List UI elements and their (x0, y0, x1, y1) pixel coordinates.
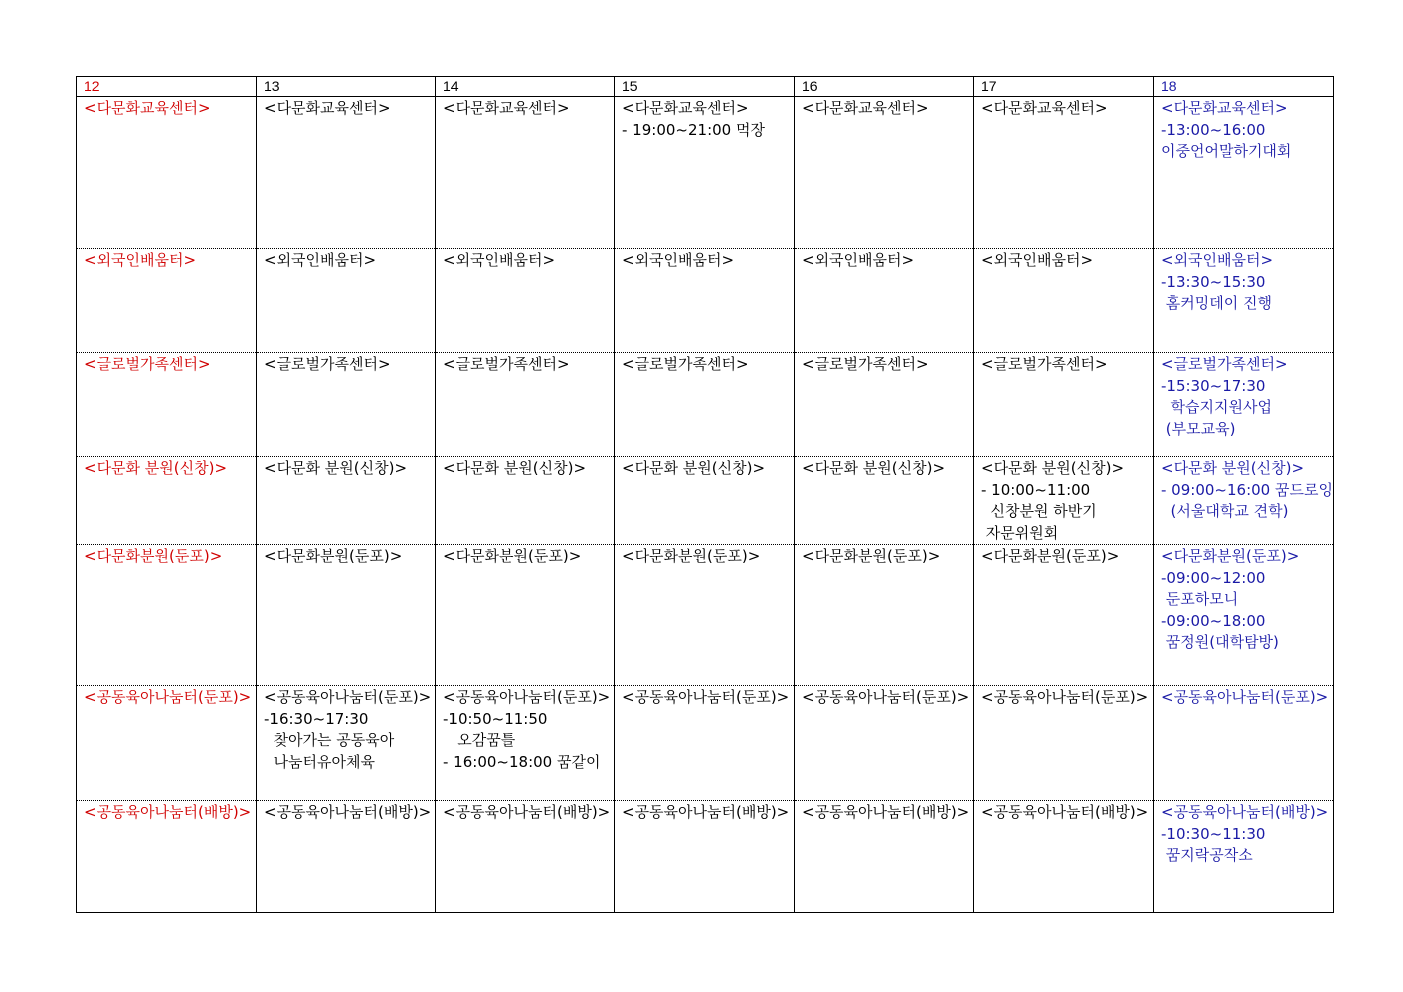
event-row (77, 545, 1334, 686)
event-heading: <외국인배움터> (443, 251, 556, 269)
event-detail: -09:00~12:00 (1161, 568, 1266, 587)
event-detail: 학습지지원사업 (1161, 398, 1272, 416)
event-heading: <글로벌가족센터> (622, 355, 749, 373)
event-cell-sunday (77, 353, 257, 457)
event-heading: <외국인배움터> (264, 251, 377, 269)
date-cell-monday: 13 (257, 77, 436, 97)
date-cell-thursday: 16 (795, 77, 974, 97)
event-row (77, 249, 1334, 353)
event-cell-wednesday (615, 545, 795, 686)
event-heading: <다문화분원(둔포)> (802, 547, 941, 565)
event-cell-tuesday (436, 545, 615, 686)
event-cell-saturday (1154, 686, 1334, 801)
event-cell-wednesday (615, 97, 795, 249)
event-heading: <외국인배움터> (1161, 251, 1274, 269)
event-detail: 오감꿈틀 (443, 731, 516, 749)
event-cell-sunday (77, 545, 257, 686)
event-heading: <다문화분원(둔포)> (443, 547, 582, 565)
event-heading: <다문화 분원(신창)> (84, 459, 228, 477)
event-heading: <다문화분원(둔포)> (622, 547, 761, 565)
event-heading: <다문화 분원(신창)> (443, 459, 587, 477)
event-cell-sunday (77, 249, 257, 353)
event-heading: <다문화분원(둔포)> (1161, 547, 1300, 565)
event-heading: <외국인배움터> (622, 251, 735, 269)
event-detail: 둔포하모니 (1161, 590, 1239, 608)
event-heading: <외국인배움터> (802, 251, 915, 269)
event-detail: -09:00~18:00 (1161, 611, 1266, 630)
event-detail: (서울대학교 견학) (1161, 502, 1289, 520)
event-heading: <다문화교육센터> (443, 99, 570, 117)
event-heading: <외국인배움터> (981, 251, 1094, 269)
event-heading: <글로벌가족센터> (84, 355, 211, 373)
event-heading: <공동육아나눔터(배방)> (622, 803, 790, 821)
event-row (77, 97, 1334, 249)
event-detail: - 16:00~18:00 꿈같이 (443, 752, 601, 771)
date-cell-saturday: 18 (1154, 77, 1334, 97)
event-detail: - 19:00~21:00 먹장 (622, 120, 765, 139)
event-heading: <공동육아나눔터(둔포)> (802, 688, 970, 706)
event-heading: <다문화교육센터> (264, 99, 391, 117)
event-detail: - 09:00~16:00 꿈드로잉 (1161, 480, 1333, 499)
event-heading: <공동육아나눔터(둔포)> (264, 688, 432, 706)
event-cell-friday (974, 457, 1154, 545)
event-cell-tuesday (436, 686, 615, 801)
event-heading: <공동육아나눔터(둔포)> (1161, 688, 1329, 706)
event-cell-saturday (1154, 353, 1334, 457)
event-row (77, 457, 1334, 545)
event-cell-monday (257, 353, 436, 457)
date-cell-sunday: 12 (77, 77, 257, 97)
event-heading: <공동육아나눔터(배방)> (1161, 803, 1329, 821)
event-cell-sunday (77, 457, 257, 545)
event-heading: <글로벌가족센터> (1161, 355, 1288, 373)
event-cell-thursday (795, 801, 974, 913)
event-cell-thursday (795, 353, 974, 457)
event-cell-thursday (795, 457, 974, 545)
event-cell-saturday (1154, 801, 1334, 913)
date-header-row (77, 77, 1334, 97)
event-cell-thursday (795, 545, 974, 686)
event-detail: 꿈지락공작소 (1161, 846, 1253, 864)
event-cell-tuesday (436, 457, 615, 545)
event-cell-monday (257, 249, 436, 353)
event-cell-tuesday (436, 353, 615, 457)
event-cell-monday (257, 801, 436, 913)
event-row (77, 686, 1334, 801)
event-cell-tuesday (436, 249, 615, 353)
event-detail: 나눔터유아체육 (264, 752, 375, 771)
event-detail: 꿈정원(대학탐방) (1161, 633, 1279, 651)
event-detail: -13:00~16:00 (1161, 120, 1266, 139)
event-cell-wednesday (615, 249, 795, 353)
event-heading: <다문화분원(둔포)> (264, 547, 403, 565)
event-cell-friday (974, 353, 1154, 457)
event-cell-monday (257, 457, 436, 545)
event-detail: -16:30~17:30 (264, 709, 369, 728)
event-heading: <다문화 분원(신창)> (622, 459, 766, 477)
event-cell-monday (257, 545, 436, 686)
event-cell-friday (974, 801, 1154, 913)
calendar-body (77, 77, 1334, 913)
event-heading: <공동육아나눔터(배방)> (264, 803, 432, 821)
event-cell-wednesday (615, 801, 795, 913)
event-cell-sunday (77, 686, 257, 801)
event-cell-thursday (795, 249, 974, 353)
event-detail: -15:30~17:30 (1161, 376, 1266, 395)
event-detail: -10:30~11:30 (1161, 824, 1266, 843)
event-heading: <공동육아나눔터(둔포)> (443, 688, 611, 706)
event-cell-saturday (1154, 97, 1334, 249)
event-heading: <다문화분원(둔포)> (981, 547, 1120, 565)
event-heading: <글로벌가족센터> (802, 355, 929, 373)
event-heading: <공동육아나눔터(둔포)> (84, 688, 252, 706)
event-cell-saturday (1154, 545, 1334, 686)
event-cell-monday (257, 686, 436, 801)
event-heading: <다문화 분원(신창)> (981, 459, 1125, 477)
event-cell-monday (257, 97, 436, 249)
event-heading: <다문화교육센터> (1161, 99, 1288, 117)
event-cell-friday (974, 97, 1154, 249)
event-detail: 홈커밍데이 진행 (1161, 294, 1272, 312)
event-cell-friday (974, 545, 1154, 686)
event-cell-wednesday (615, 457, 795, 545)
event-heading: <다문화교육센터> (802, 99, 929, 117)
event-heading: <다문화분원(둔포)> (84, 547, 223, 565)
event-cell-tuesday (436, 97, 615, 249)
event-cell-sunday (77, 97, 257, 249)
event-row (77, 353, 1334, 457)
event-cell-saturday (1154, 249, 1334, 353)
event-heading: <글로벌가족센터> (981, 355, 1108, 373)
event-detail: 이중언어말하기대회 (1161, 142, 1292, 160)
event-heading: <외국인배움터> (84, 251, 197, 269)
event-heading: <다문화 분원(신창)> (802, 459, 946, 477)
event-heading: <다문화 분원(신창)> (264, 459, 408, 477)
event-heading: <공동육아나눔터(배방)> (802, 803, 970, 821)
event-heading: <글로벌가족센터> (264, 355, 391, 373)
event-cell-wednesday (615, 686, 795, 801)
event-heading: <다문화교육센터> (981, 99, 1108, 117)
event-heading: <글로벌가족센터> (443, 355, 570, 373)
event-detail: - 10:00~11:00 (981, 480, 1091, 499)
date-cell-tuesday: 14 (436, 77, 615, 97)
event-cell-friday (974, 249, 1154, 353)
event-cell-wednesday (615, 353, 795, 457)
calendar-week-table (76, 76, 1334, 913)
event-detail: -10:50~11:50 (443, 709, 548, 728)
event-heading: <공동육아나눔터(배방)> (84, 803, 252, 821)
date-cell-friday: 17 (974, 77, 1154, 97)
event-heading: <공동육아나눔터(배방)> (981, 803, 1149, 821)
date-cell-wednesday: 15 (615, 77, 795, 97)
event-cell-friday (974, 686, 1154, 801)
event-cell-thursday (795, 97, 974, 249)
event-heading: <다문화 분원(신창)> (1161, 459, 1305, 477)
event-heading: <공동육아나눔터(둔포)> (981, 688, 1149, 706)
event-detail: 찾아가는 공동육아 (264, 731, 395, 749)
event-heading: <공동육아나눔터(배방)> (443, 803, 611, 821)
event-row (77, 801, 1334, 913)
event-heading: <공동육아나눔터(둔포)> (622, 688, 790, 706)
event-detail: -13:30~15:30 (1161, 272, 1266, 291)
event-cell-sunday (77, 801, 257, 913)
event-cell-saturday (1154, 457, 1334, 545)
event-detail: 신창분원 하반기 (981, 502, 1097, 520)
event-heading: <다문화교육센터> (84, 99, 211, 117)
event-detail: (부모교육) (1161, 419, 1236, 438)
event-heading: <다문화교육센터> (622, 99, 749, 117)
event-cell-thursday (795, 686, 974, 801)
event-cell-tuesday (436, 801, 615, 913)
event-detail: 자문위원회 (981, 523, 1059, 542)
